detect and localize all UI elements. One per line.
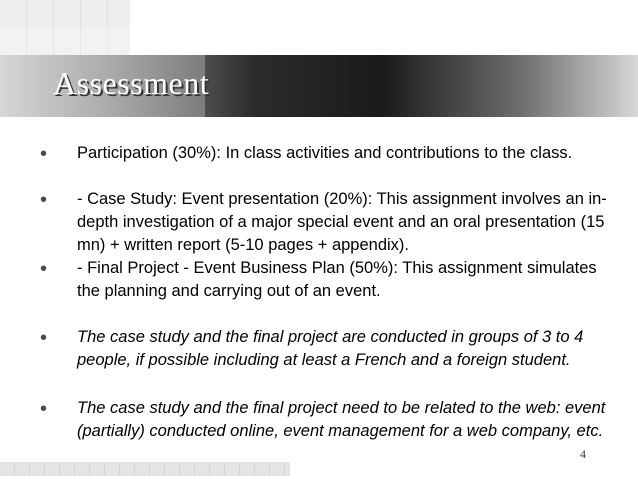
bullet-icon: • [40, 327, 48, 349]
decorative-bottom-bar [0, 462, 290, 476]
bullet-text: - Final Project - Event Business Plan (50%): This assignment simulates the planning and carrying out of an event. [77, 259, 597, 300]
slide-title: Assessment [53, 65, 210, 101]
bullet-icon: • [40, 258, 48, 280]
decorative-block-pattern-top [0, 0, 130, 28]
bullet-icon: • [40, 143, 48, 165]
bullet-text: - Case Study: Event presentation (20%): This assignment involves an in-depth investigation of a major special event and an oral presentation (15 mn) + written report (5-10 pages + appendix). [77, 190, 607, 254]
bullet-text: Participation (30%): In class activities and contributions to the class. [77, 144, 573, 162]
bullet-text: The case study and the final project are conducted in groups of 3 to 4 people, if possible including at least a French and a foreign student. [77, 328, 584, 369]
bullet-icon: • [40, 398, 48, 420]
bullet-text: The case study and the final project need to be related to the web: event (partially) conducted online, event management for a web company, etc. [77, 399, 606, 440]
page-number: 4 [580, 447, 586, 461]
bullet-icon: • [40, 189, 48, 211]
